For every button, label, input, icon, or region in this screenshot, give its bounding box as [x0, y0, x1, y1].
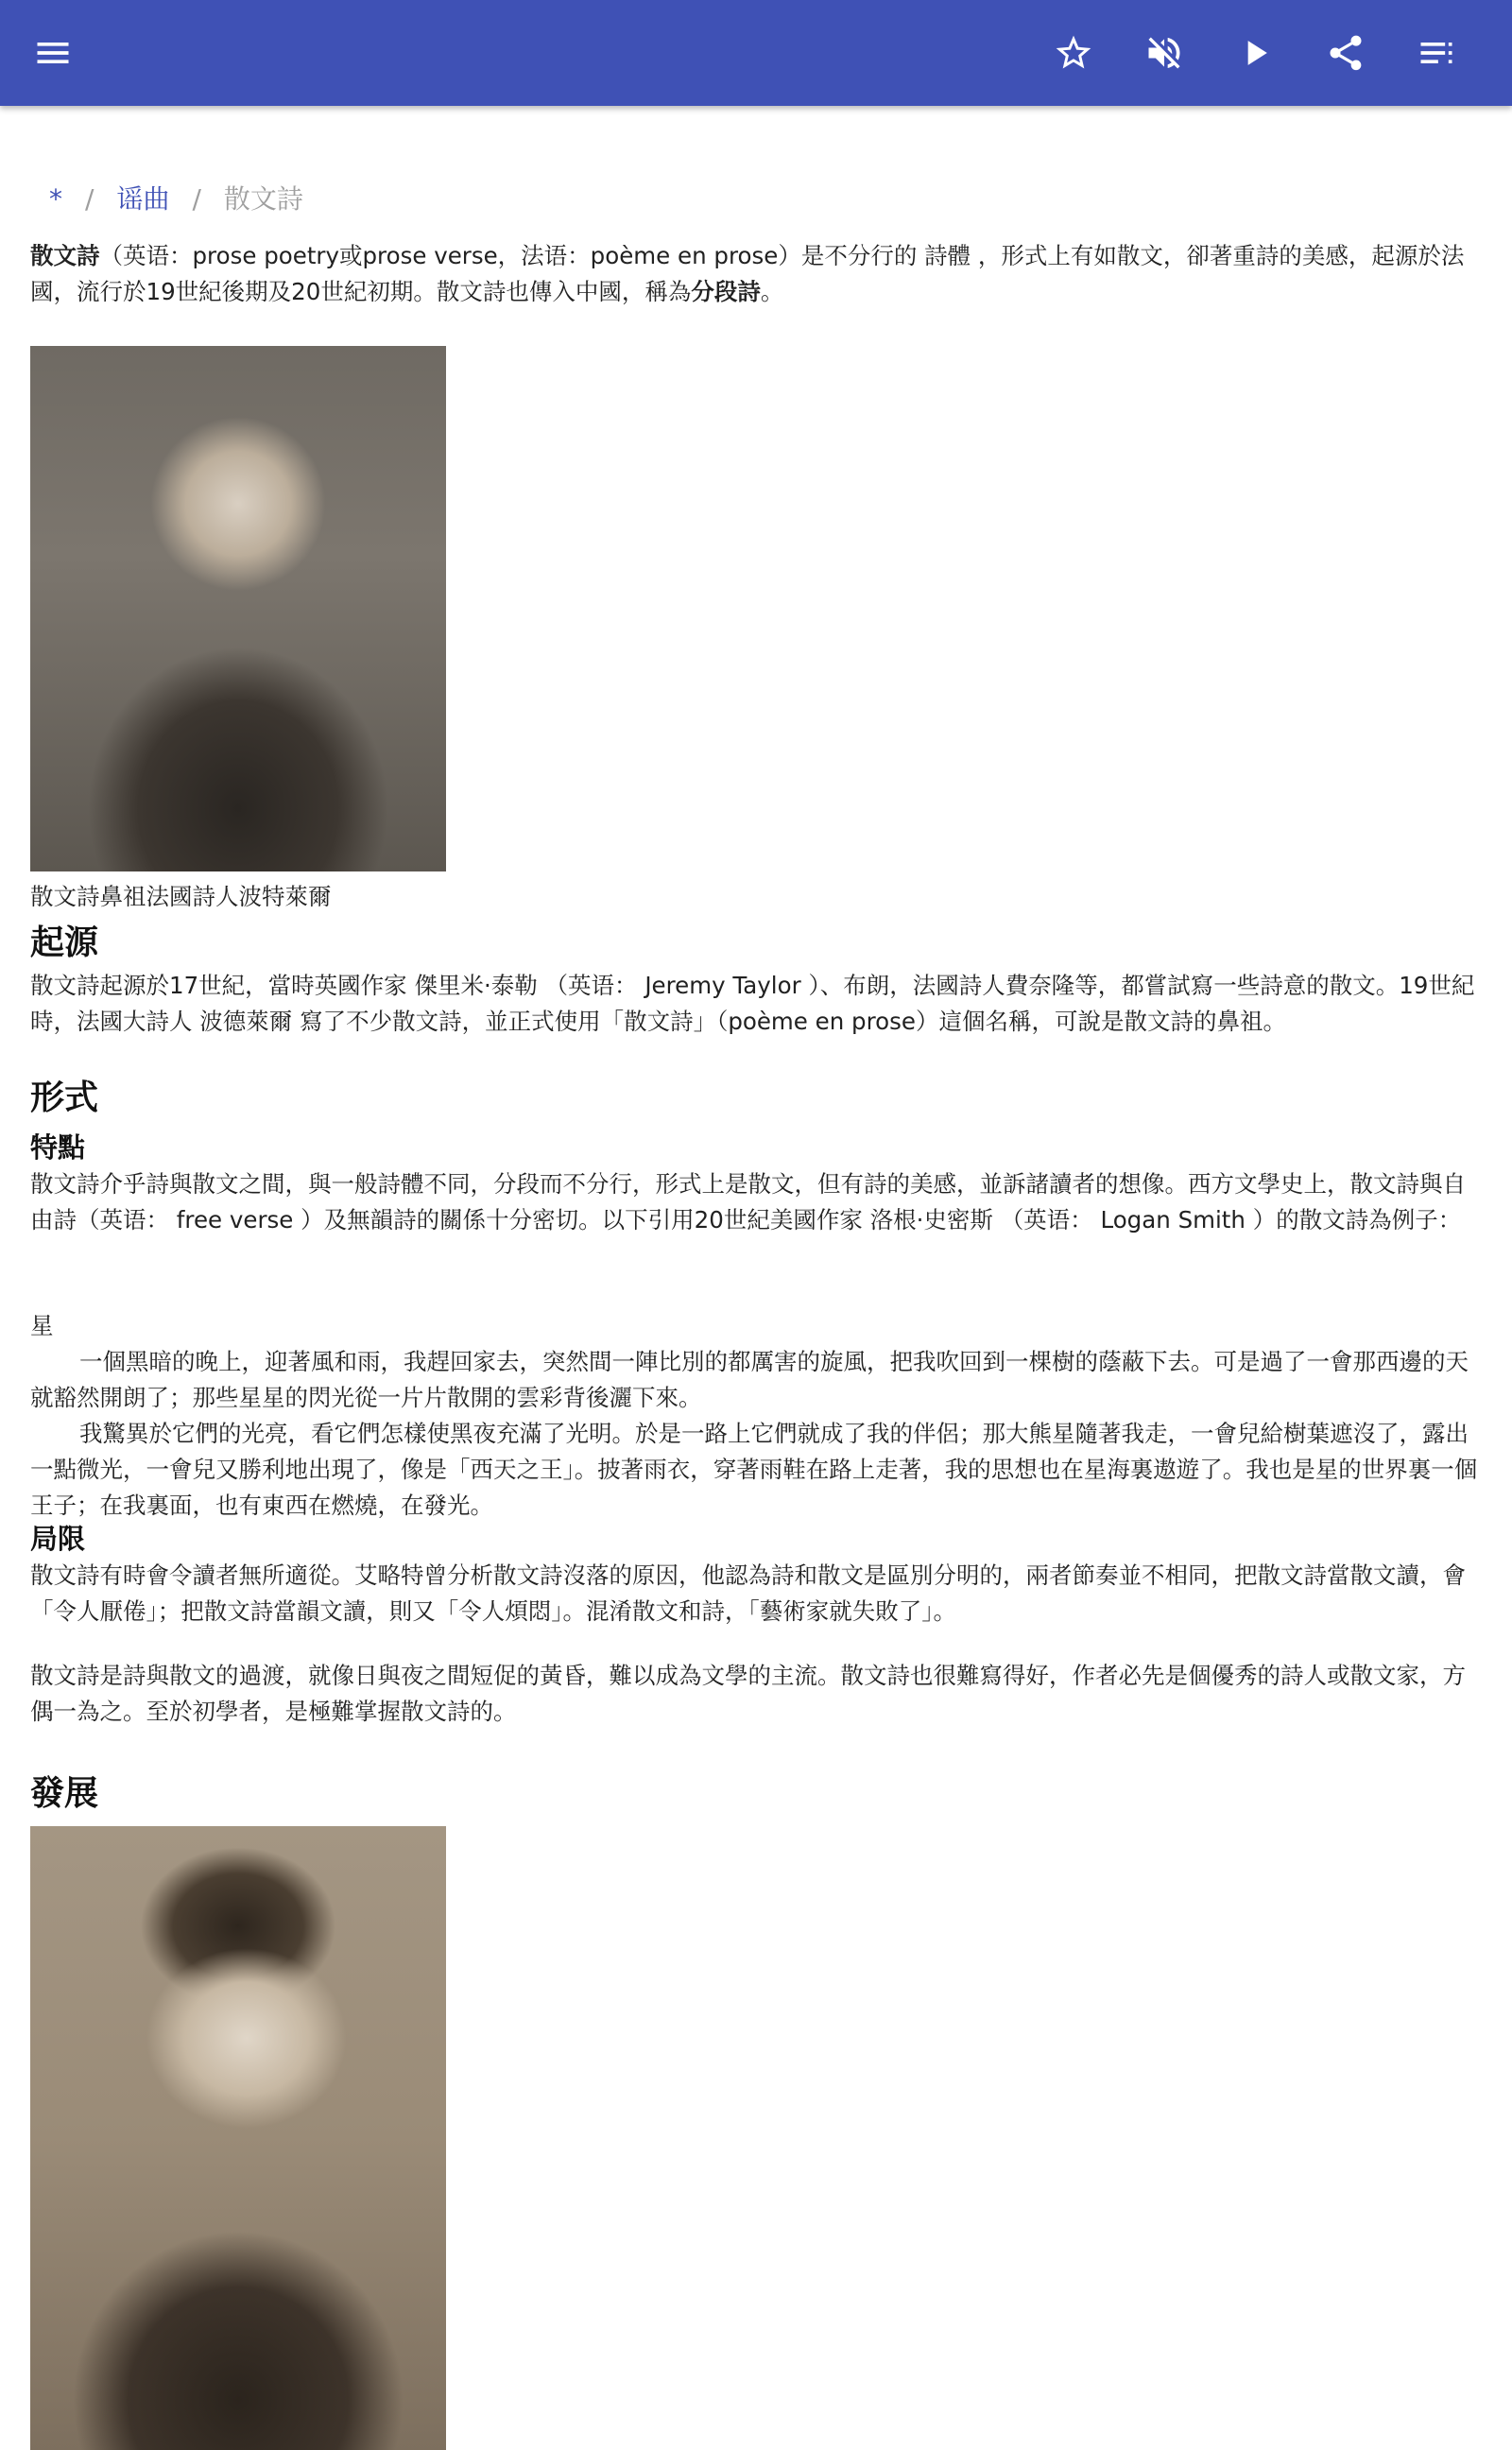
breadcrumb-current: 散文詩: [223, 183, 303, 215]
play-button[interactable]: [1221, 19, 1289, 87]
menu-icon: [32, 32, 74, 74]
section-title-development: 發展: [30, 1774, 99, 1813]
share-icon: [1325, 32, 1366, 74]
breadcrumb-home-link[interactable]: *: [49, 183, 62, 215]
rimbaud-portrait[interactable]: [30, 1826, 446, 2450]
intro-term: 散文詩: [30, 242, 100, 269]
mute-button[interactable]: [1130, 19, 1198, 87]
subsection-title-features: 特點: [30, 1131, 86, 1164]
play-icon: [1234, 32, 1276, 74]
features-paragraph: 散文詩介乎詩與散文之間，與一般詩體不同，分段而不分行，形式上是散文，但有詩的美感，並訴諸讀者的想像。西方文學史上，散文詩與自由詩（英语： free verse ）及無韻詩的關係十分密切。以下引用20世紀美國作家 洛根·史密斯 （英语： Logan Smith ）的散文詩為例子：: [30, 1170, 1466, 1234]
limits-paragraph: 散文詩是詩與散文的過渡，就像日與夜之間短促的黃昏，難以成為文學的主流。散文詩也很難寫得好，作者必先是個優秀的詩人或散文家，方偶一為之。至於初學者，是極難掌握散文詩的。: [30, 1662, 1466, 1725]
section-title-origin: 起源: [30, 923, 99, 962]
baudelaire-portrait[interactable]: [30, 346, 446, 871]
star-outline-icon: [1053, 32, 1094, 74]
intro-term-alt: 分段詩: [691, 278, 761, 305]
origin-paragraph: 散文詩起源於17世紀，當時英國作家 傑里米·泰勒 （英语： Jeremy Taylor ）、布朗，法國詩人費奈隆等，都嘗試寫一些詩意的散文。19世紀時，法國大詩人 波德萊爾 寫了不少散文詩，並正式使用「散文詩」（poème en prose）這個名稱，可說是散文詩的鼻祖。: [30, 972, 1475, 1035]
poem-paragraph: 一個黑暗的晚上，迎著風和雨，我趕回家去，突然間一陣比別的都厲害的旋風，把我吹回到一棵樹的蔭蔽下去。可是過了一會那西邊的天就豁然開朗了；那些星星的閃光從一片片散開的雲彩背後灑下來。: [30, 1348, 1469, 1411]
playlist-icon: [1416, 32, 1457, 74]
menu-button[interactable]: [19, 19, 87, 87]
share-button[interactable]: [1312, 19, 1380, 87]
contents-button[interactable]: [1402, 19, 1470, 87]
intro-text: （英语：prose poetry或prose verse，法语：poème en prose）是不分行的 詩體 ，形式上有如散文，卻著重詩的美感，起源於法國，流行於19世紀後期及20世紀初期。散文詩也傳入中國，稱為: [30, 242, 1465, 305]
figure-caption: 散文詩鼻祖法國詩人波特萊爾: [30, 883, 332, 910]
app-bar: [0, 0, 1512, 106]
breadcrumb-parent-link[interactable]: 谣曲: [116, 183, 170, 215]
bookmark-button[interactable]: [1040, 19, 1108, 87]
subsection-title-limits: 局限: [30, 1523, 86, 1555]
section-title-form: 形式: [30, 1078, 99, 1117]
breadcrumb: [49, 166, 303, 233]
poem-paragraph: 我驚異於它們的光亮，看它們怎樣使黑夜充滿了光明。於是一路上它們就成了我的伴侶；那大熊星隨著我走，一會兒給樹葉遮沒了，露出一點微光，一會兒又勝利地出現了，像是「西天之王」。披著雨衣，穿著雨鞋在路上走著，我的思想也在星海裏遨遊了。我也是星的世界裏一個王子；在我裏面，也有東西在燃燒，在發光。: [30, 1420, 1478, 1519]
poem-title: 星: [30, 1312, 54, 1339]
limits-paragraph: 散文詩有時會令讀者無所適從。艾略特曾分析散文詩沒落的原因，他認為詩和散文是區別分明的，兩者節奏並不相同，把散文詩當散文讀，會「令人厭倦」；把散文詩當韻文讀，則又「令人煩悶」。混淆散文和詩，「藝術家就失敗了」。: [30, 1561, 1466, 1625]
breadcrumb-separator: /: [192, 183, 201, 215]
intro-text-end: 。: [760, 278, 784, 305]
intro-paragraph: [30, 238, 1482, 310]
volume-off-icon: [1143, 32, 1185, 74]
breadcrumb-separator: /: [85, 183, 94, 215]
